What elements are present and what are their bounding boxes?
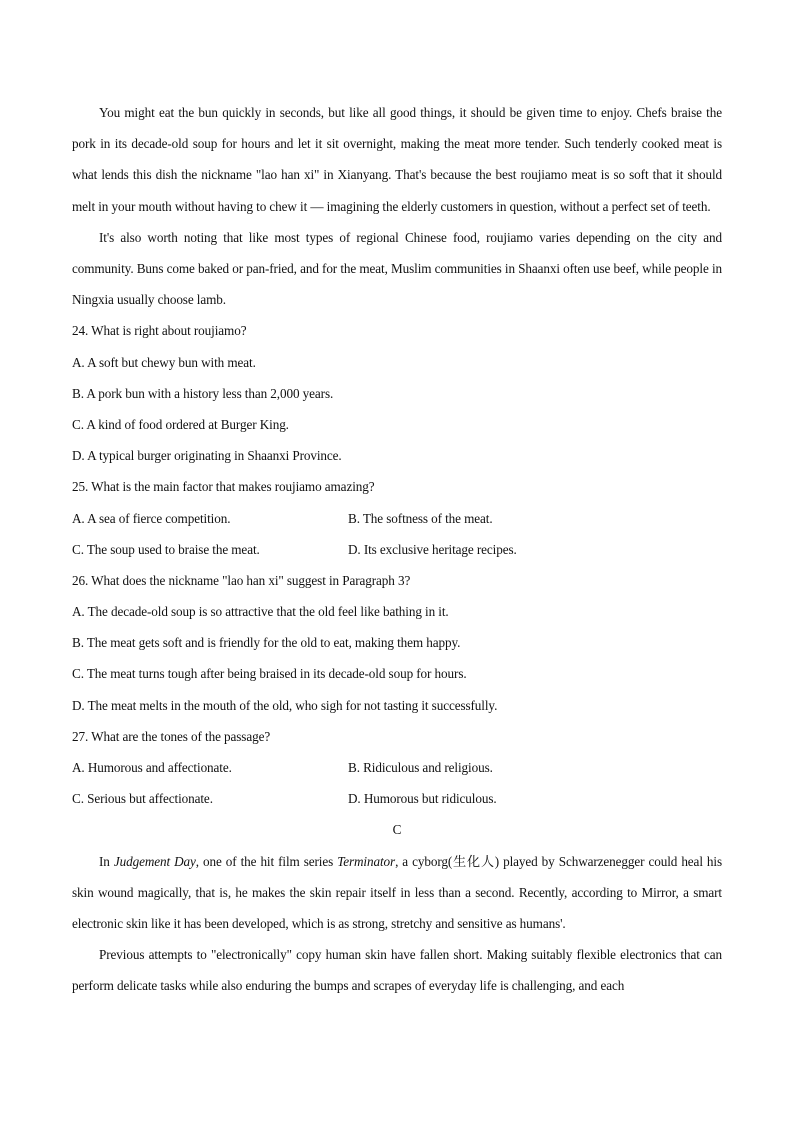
option-c: C. The meat turns tough after being braised in its decade-old soup for hours. <box>72 666 467 682</box>
question-26 <box>72 565 722 721</box>
question-25 <box>72 471 722 565</box>
option-a: A. A sea of fierce competition. <box>72 510 231 526</box>
option-b: B. A pork bun with a history less than 2,000 years. <box>72 385 334 401</box>
text-run: , a cyborg(生化人) played by Schwarzenegger could heal his skin wound magically, that is, he makes the skin repair itself in less than a second. Recently, according to Mirror, a smart electronic skin like it has been developed, which is as strong, stretchy and sensitive as humans'. <box>72 853 723 932</box>
question-27 <box>72 721 722 815</box>
option-b: B. The softness of the meat. <box>348 510 493 526</box>
option-d: D. The meat melts in the mouth of the old, who sigh for not tasting it successfully. <box>72 697 498 713</box>
option-d: D. Humorous but ridiculous. <box>348 791 497 807</box>
option-c: C. A kind of food ordered at Burger King. <box>72 416 289 432</box>
option-b: B. Ridiculous and religious. <box>348 760 493 776</box>
option-a: A. Humorous and affectionate. <box>72 760 232 776</box>
option-d: D. Its exclusive heritage recipes. <box>348 541 517 557</box>
question-stem: 26. What does the nickname "lao han xi" suggest in Paragraph 3? <box>72 572 411 588</box>
passage-c-paragraph-2: Previous attempts to "electronically" copy human skin have fallen short. Making suitably flexible electronics that can perform delicate tasks while also enduring the bumps and scrapes of everyday life is challenging, and each <box>72 947 722 994</box>
option-a: A. A soft but chewy bun with meat. <box>72 354 256 370</box>
option-b: B. The meat gets soft and is friendly for the old to eat, making them happy. <box>72 635 461 651</box>
film-title: Judgement Day <box>113 853 196 869</box>
question-stem: 27. What are the tones of the passage? <box>72 728 271 744</box>
film-title: Terminator <box>337 853 396 869</box>
text-run: In <box>99 853 114 869</box>
option-a: A. The decade-old soup is so attractive that the old feel like bathing in it. <box>72 604 449 620</box>
passage-c-heading: C <box>392 822 402 838</box>
question-stem: 25. What is the main factor that makes roujiamo amazing? <box>72 479 375 495</box>
text-run: , one of the hit film series <box>195 853 338 869</box>
option-d: D. A typical burger originating in Shaanxi Province. <box>72 448 342 464</box>
question-24 <box>72 315 722 471</box>
question-stem: 24. What is right about roujiamo? <box>72 323 247 339</box>
passage-b-paragraph-4: It's also worth noting that like most types of regional Chinese food, roujiamo varies depending on the city and community. Buns come baked or pan-fried, and for the meat, Muslim communities in Shaanxi often use beef, while people in Ningxia usually choose lamb. <box>72 229 722 308</box>
option-c: C. The soup used to braise the meat. <box>72 541 260 557</box>
exam-page <box>72 97 722 1002</box>
option-c: C. Serious but affectionate. <box>72 791 213 807</box>
passage-c-paragraph-1 <box>72 846 722 940</box>
passage-b-paragraph-3: You might eat the bun quickly in seconds, but like all good things, it should be given time to enjoy. Chefs braise the pork in its decade-old soup for hours and let it sit overnight, making the meat more tender. Such tenderly cooked meat is what lends this dish the nickname "lao han xi" in Xianyang. That's because the best roujiamo meat is so soft that it should melt in your mouth without having to chew it — imagining the elderly customers in question, without a perfect set of teeth. <box>72 105 722 214</box>
